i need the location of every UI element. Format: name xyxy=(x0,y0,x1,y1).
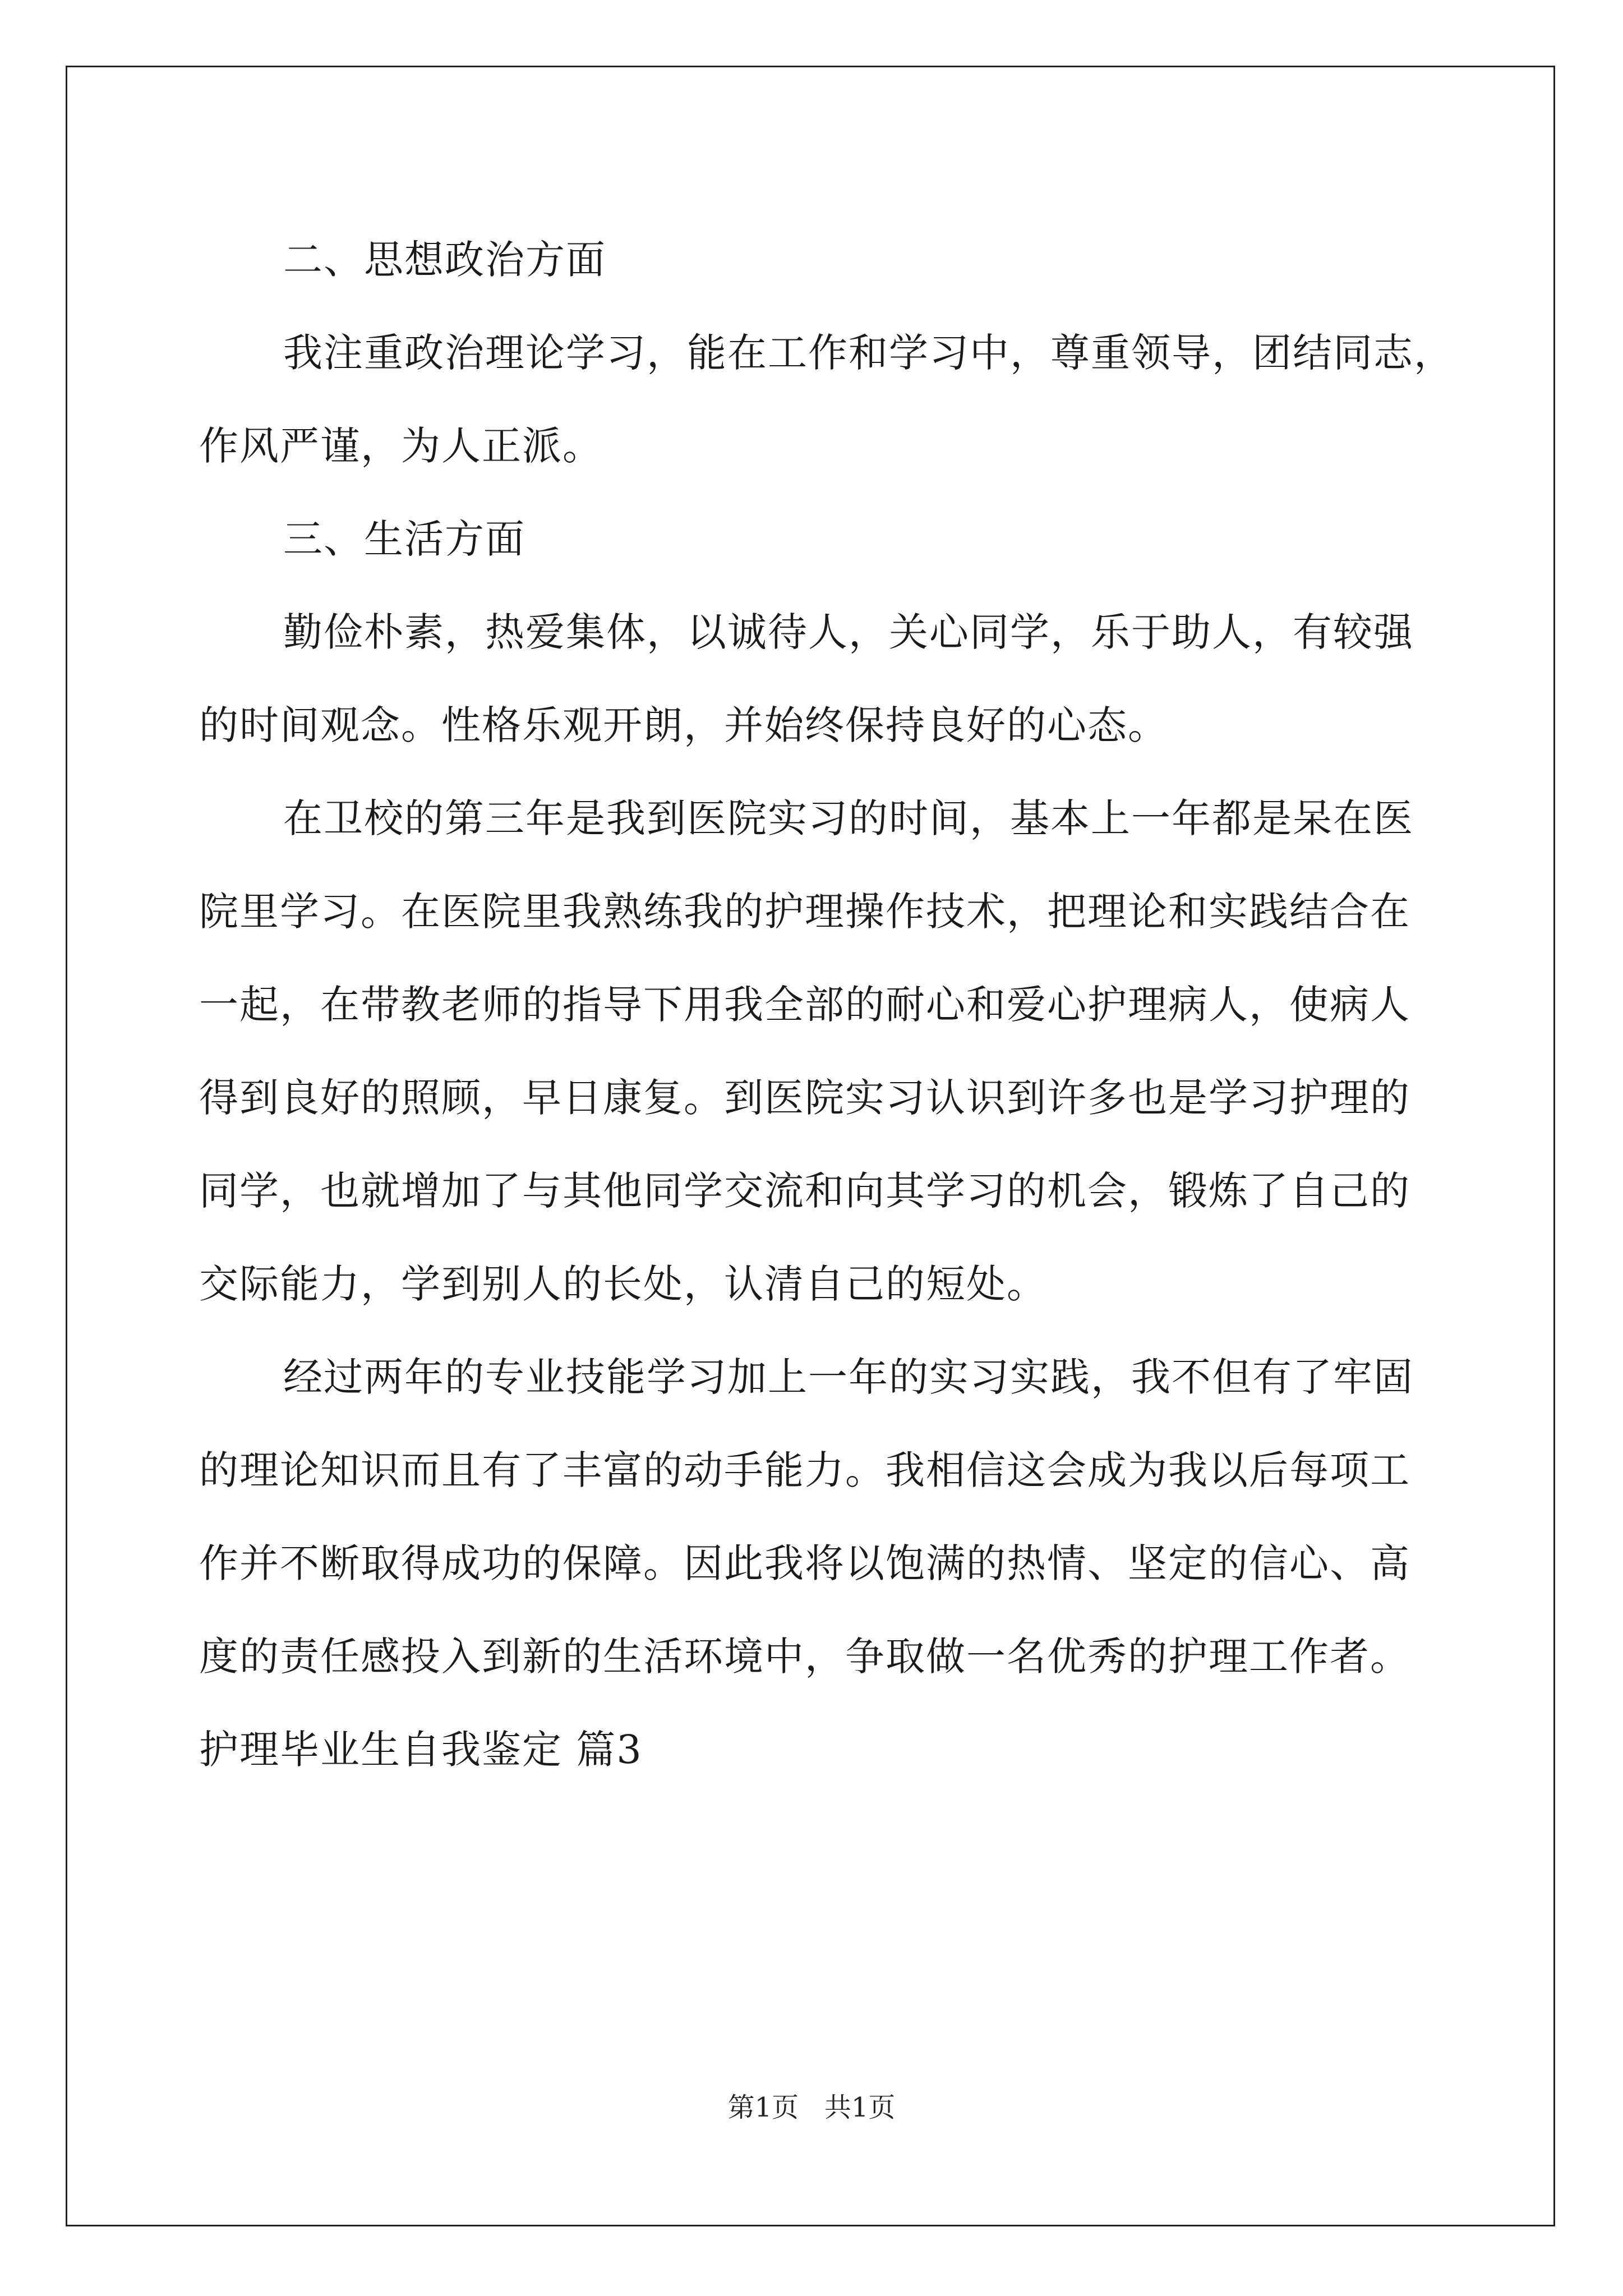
section-heading-life: 三、生活方面 xyxy=(283,516,525,562)
page-number-footer: 第1页 共1页 xyxy=(727,2092,896,2123)
paragraph-line: 经过两年的专业技能学习加上一年的实习实践，我不但有了牢固 xyxy=(283,1354,1414,1400)
paragraph-line: 在卫校的第三年是我到医院实习的时间，基本上一年都是呆在医 xyxy=(283,795,1414,841)
paragraph-line: 我注重政治理论学习，能在工作和学习中，尊重领导，团结同志， xyxy=(283,330,1454,376)
paragraph-line: 同学，也就增加了与其他同学交流和向其学习的机会，锻炼了自己的 xyxy=(199,1168,1410,1214)
paragraph-line: 作并不断取得成功的保障。因此我将以饱满的热情、坚定的信心、高 xyxy=(199,1540,1410,1586)
paragraph-line: 作风严谨，为人正派。 xyxy=(199,423,603,469)
paragraph-line: 一起，在带教老师的指导下用我全部的耐心和爱心护理病人，使病人 xyxy=(199,982,1410,1028)
paragraph-line: 的理论知识而且有了丰富的动手能力。我相信这会成为我以后每项工 xyxy=(199,1447,1410,1493)
document-body xyxy=(199,213,1454,1796)
paragraph-line: 度的责任感投入到新的生活环境中，争取做一名优秀的护理工作者。 xyxy=(199,1634,1410,1680)
paragraph-line: 得到良好的照顾，早日康复。到医院实习认识到许多也是学习护理的 xyxy=(199,1075,1410,1121)
paragraph-line: 交际能力，学到别人的长处，认清自己的短处。 xyxy=(199,1261,1047,1307)
section-heading-politics: 二、思想政治方面 xyxy=(283,237,606,283)
article-title: 护理毕业生自我鉴定 篇3 xyxy=(199,1727,643,1773)
paragraph-line: 勤俭朴素，热爱集体，以诚待人，关心同学，乐于助人，有较强 xyxy=(283,609,1414,655)
paragraph-line: 的时间观念。性格乐观开朗，并始终保持良好的心态。 xyxy=(199,702,1168,748)
paragraph-line: 院里学习。在医院里我熟练我的护理操作技术，把理论和实践结合在 xyxy=(199,889,1410,935)
